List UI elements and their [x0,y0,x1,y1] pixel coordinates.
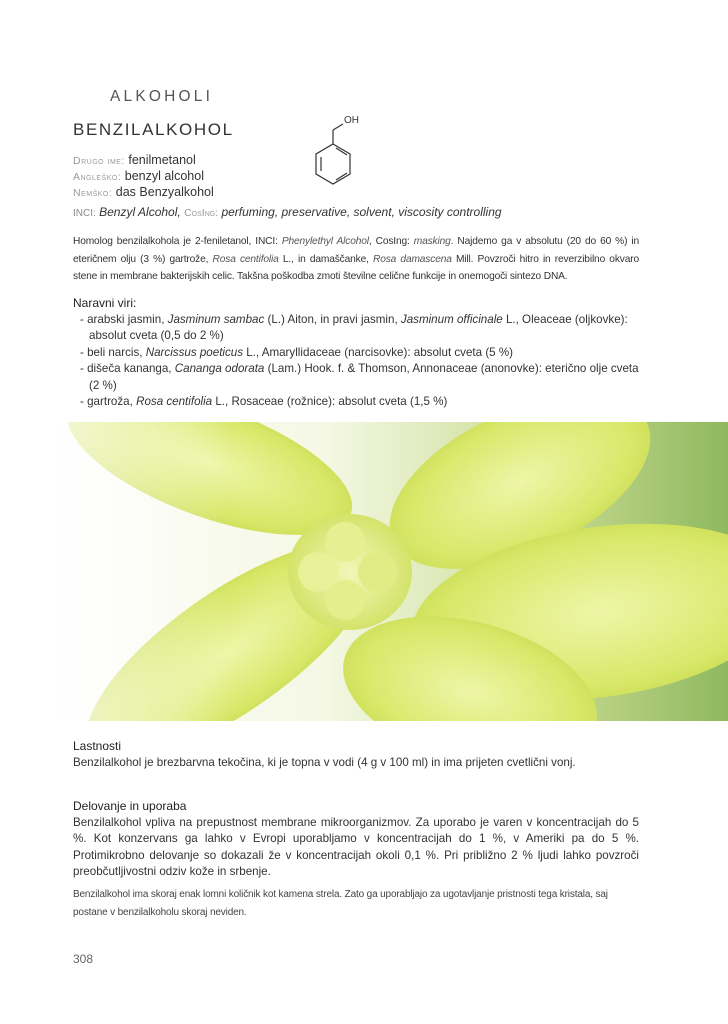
oh-label: OH [344,115,359,126]
list-item: - arabski jasmin, Jasminum sambac (L.) Aiton, in pravi jasmin, Jasminum officinale L., Oleaceae (oljkovke): absolut cveta (0,5 do 2 %) [73,312,643,345]
inci-label: INCI: [73,208,96,219]
list-item: - dišeča kananga, Cananga odorata (Lam.) Hook. f. & Thomson, Annonaceae (anonovke): eterično olje cveta (2 %) [73,361,643,394]
sources-heading: Naravni viri: [73,296,137,310]
footnote: Benzilalkohol ima skoraj enak lomni količnik kot kamena strela. Zato ga uporabljajo za ugotavljanje pristnosti tega kristala, saj postane v benzilalkoholu skoraj neviden. [73,889,608,918]
properties-section [73,738,639,771]
natural-sources [73,295,643,411]
chapter-heading: ALKOHOLI [110,88,214,105]
cosing-label: CosIng: [184,207,219,219]
intro-paragraph: Homolog benzilalkohola je 2-feniletanol, INCI: Phenylethyl Alcohol, CosIng: masking. Najdemo ga v absolutu (20 do 60 %) in eteričnem olju (3 %) gartrože, Rosa centifolia L., in damaščanke, Rosa damascena Mill. Povzroči hitro in reverzibilno okvaro stene in membrane bakterijskih celic. Takšna poškodba zmoti številne celične funkcije in onemogoči sintezo DNA. [73,236,640,282]
list-item: - beli narcis, Narcissus poeticus L., Amaryllidaceae (narcisovke): absolut cveta (5 %) [73,345,643,362]
usage-section [73,798,639,881]
name-row: Angleško: benzyl alcohol [73,169,204,183]
usage-text: Benzilalkohol vpliva na prepustnost membrane mikroorganizmov. Za uporabo je varen v koncentracijah do 5 %. Kot konzervans ga lahko v Evropi uporabljamo v koncentracijah do 1 %, v Ameriki pa do 5 %. Protimikrobno delovanje so dokazali že v koncentracijah okoli 0,1 %. Pri približno 2 % ljudi lahko povzroči preobčutljivostni odziv kože in srbenje. [73,815,639,878]
properties-heading: Lastnosti [73,739,122,753]
alternate-names [73,153,214,201]
usage-heading: Delovanje in uporaba [73,799,187,813]
sources-list [73,312,643,411]
oh-bond [333,124,343,130]
name-row: Drugo ime: fenilmetanol [73,153,196,167]
list-item: - gartroža, Rosa centifolia L., Rosaceae (rožnice): absolut cveta (1,5 %) [73,394,643,411]
page-number: 308 [73,952,94,966]
page-title: BENZILALKOHOL [73,120,234,139]
inci-line [73,205,502,219]
name-row: Nemško: das Benzyalkohol [73,185,214,199]
cosing-value: perfuming, preservative, solvent, viscosity controlling [221,205,502,219]
flower-photo [0,422,728,721]
properties-text: Benzilalkohol je brezbarvna tekočina, ki je topna v vodi (4 g v 100 ml) in ima prijeten cvetlični vonj. [73,755,576,769]
inci-value: Benzyl Alcohol, [99,205,181,219]
benzyl-alcohol-structure-diagram [300,108,372,188]
